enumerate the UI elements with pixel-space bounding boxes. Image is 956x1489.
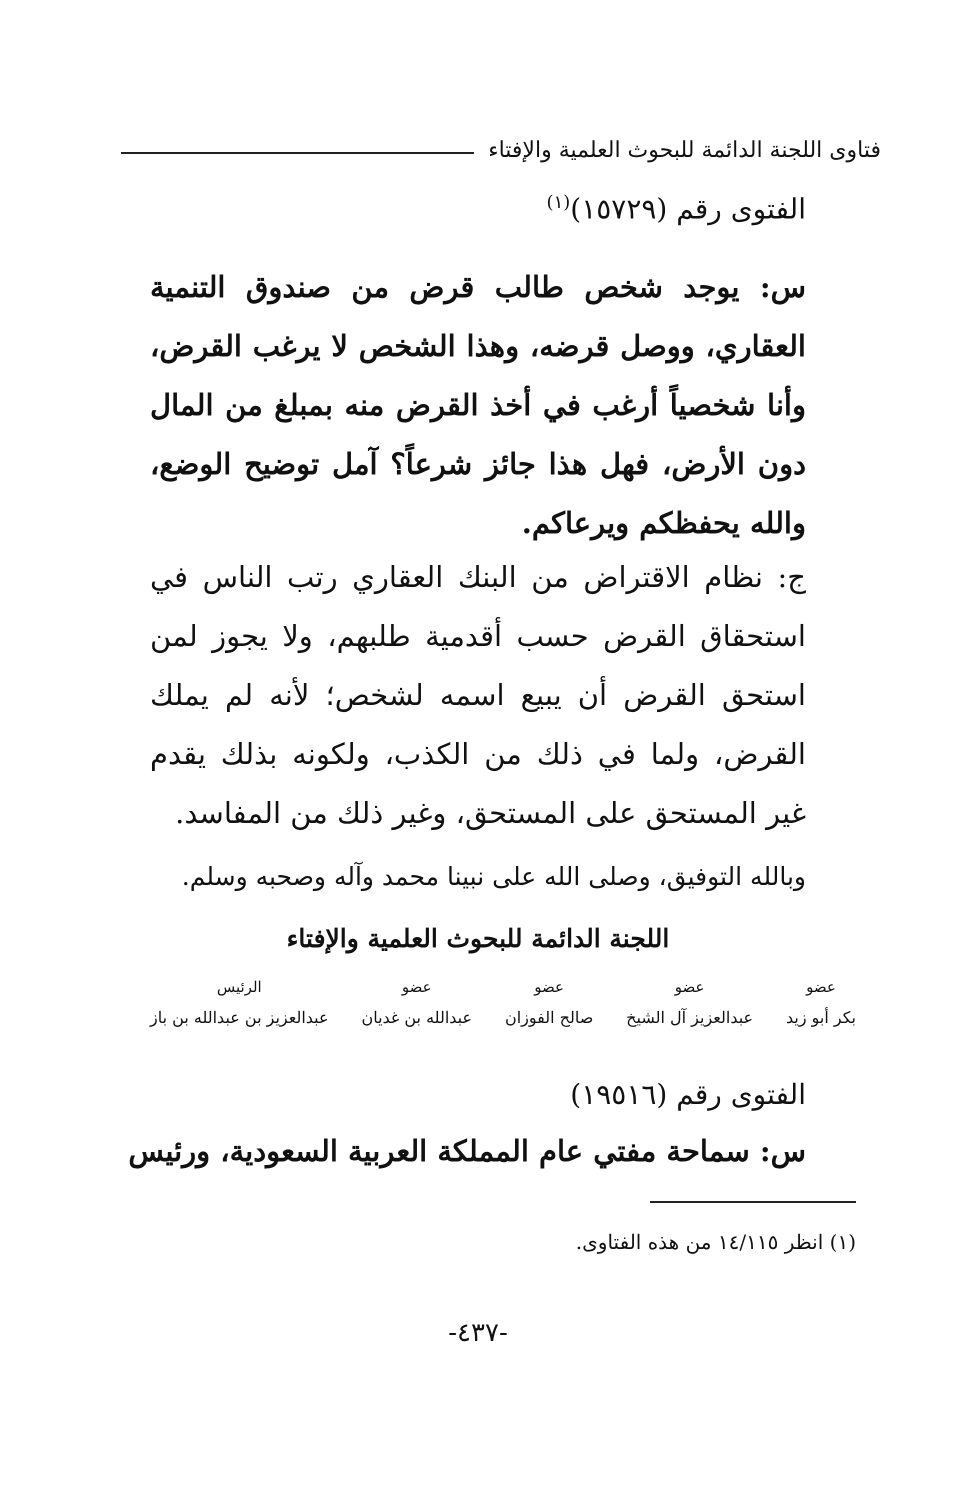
page-number: -٤٣٧- <box>448 1318 508 1348</box>
signatory <box>361 978 472 1027</box>
signatory <box>786 978 856 1027</box>
question-paragraph: س: يوجد شخص طالب قرض من صندوق التنمية العقاري، ووصل قرضه، وهذا الشخص لا يرغب القرض، وأنا شخصياً أرغب في أخذ القرض منه بمبلغ من المال دون الأرض، فهل هذا جائز شرعاً؟ آمل توضيح الوضع، والله يحفظكم ويرعاكم. <box>150 270 806 540</box>
signatory-role: عضو <box>534 978 564 996</box>
signatory-role: عضو <box>401 978 432 996</box>
signatory <box>150 978 329 1027</box>
signatory-name: بكر أبو زيد <box>785 1008 856 1027</box>
footnote-marker: (١) <box>546 192 571 213</box>
signatory-role: عضو <box>806 978 836 996</box>
footnote-rule <box>650 1201 856 1203</box>
signatory-name: عبدالعزيز بن عبدالله بن باز <box>150 1008 329 1027</box>
signatory-name: صالح الفوزان <box>504 1008 594 1027</box>
fatwa-heading <box>547 192 806 225</box>
signatory-name: عبدالله بن غديان <box>361 1008 473 1027</box>
answer-paragraph: ج: نظام الاقتراض من البنك العقاري رتب الناس في استحقاق القرض حسب أقدمية طلبهم، ولا يجوز لمن استحق القرض أن يبيع اسمه لشخص؛ لأنه لم يملك القرض، ولما في ذلك من الكذب، ولكونه بذلك يقدم غير المستحق على المستحق، وغير ذلك من المفاسد. <box>150 560 806 830</box>
closing-line: وبالله التوفيق، وصلى الله على نبينا محمد وآله وصحبه وسلم. <box>181 862 806 891</box>
signatures <box>150 978 856 1027</box>
header-rule <box>121 152 474 154</box>
signatory-name: عبدالعزيز آل الشيخ <box>626 1008 754 1027</box>
running-header <box>121 130 881 170</box>
committee-title: اللجنة الدائمة للبحوث العلمية والإفتاء <box>286 924 670 953</box>
signatory-role: عضو <box>674 978 705 996</box>
signatory <box>505 978 593 1027</box>
fatwa-heading-2: الفتوى رقم (١٩٥١٦) <box>570 1078 806 1111</box>
question-2-start: س: سماحة مفتي عام المملكة العربية السعودية، ورئيس <box>128 1134 806 1168</box>
footnote: (١) انظر ١٤/١١٥ من هذه الفتاوى. <box>575 1230 856 1254</box>
signatory <box>626 978 753 1027</box>
signatory-role: الرئيس <box>216 978 262 996</box>
fatwa-number: الفتوى رقم (١٥٧٢٩) <box>570 192 806 226</box>
running-title: فتاوى اللجنة الدائمة للبحوث العلمية والإفتاء <box>488 137 881 163</box>
